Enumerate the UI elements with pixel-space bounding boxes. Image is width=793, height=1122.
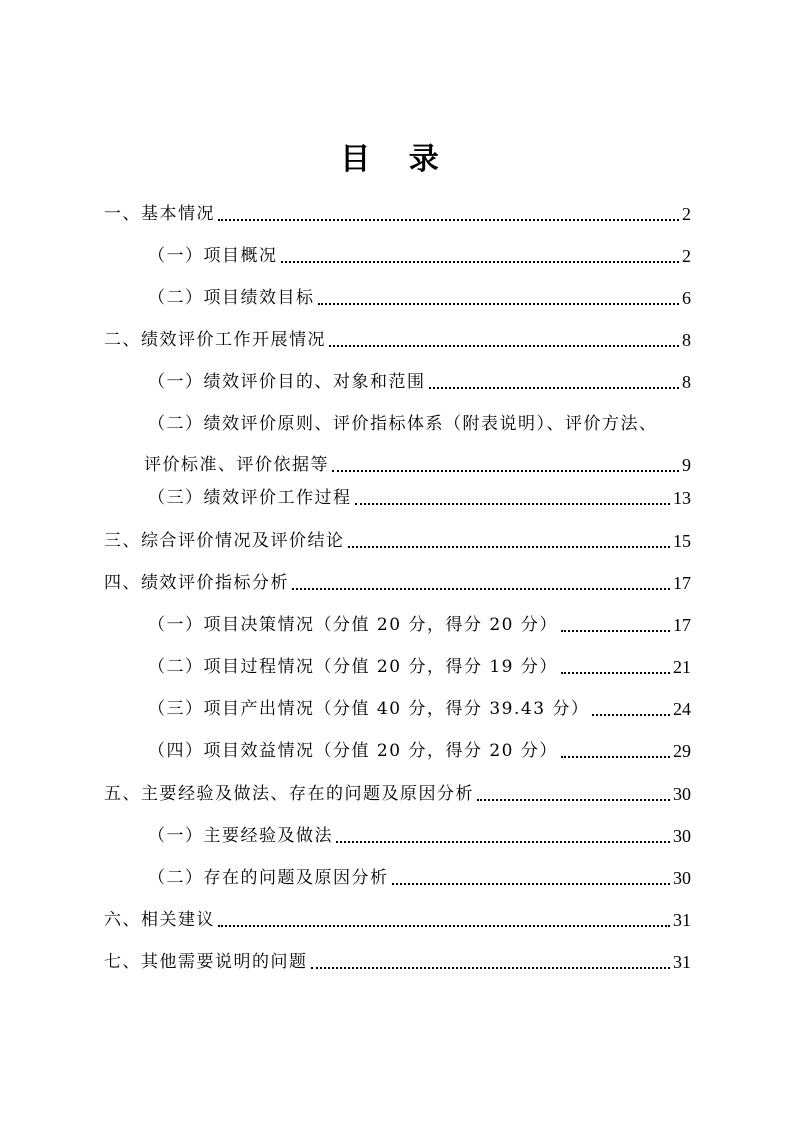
- toc-page-number: 17: [673, 573, 691, 593]
- toc-entry-label: （二）存在的问题及原因分析: [148, 868, 389, 888]
- toc-page-number: 30: [673, 784, 691, 804]
- toc-entry[interactable]: [148, 486, 691, 510]
- dot-leader: [561, 750, 670, 758]
- dot-leader: [318, 297, 680, 305]
- toc-page-number: 2: [682, 246, 691, 266]
- toc-page-number: 24: [673, 699, 691, 719]
- toc-page-number: 13: [673, 488, 691, 508]
- toc-entry-label: （二）绩效评价原则、评价指标体系（附表说明）、评价方法、: [148, 414, 658, 434]
- dot-leader: [561, 624, 670, 632]
- toc-entry-label: 四、绩效评价指标分析: [104, 573, 289, 593]
- dot-leader: [332, 464, 679, 472]
- toc-page-number: 9: [682, 455, 691, 475]
- toc-entry[interactable]: [104, 571, 691, 595]
- toc-entry[interactable]: [148, 739, 691, 763]
- toc-entry-label: （二）项目绩效目标: [148, 288, 315, 308]
- toc-entry[interactable]: [104, 782, 691, 806]
- toc-entry-label-continued: 评价标准、评价依据等: [144, 455, 329, 475]
- dot-leader: [592, 708, 670, 716]
- dot-leader: [336, 835, 670, 843]
- toc-entry[interactable]: [104, 328, 691, 352]
- toc-entry-label: （一）项目概况: [148, 246, 278, 266]
- dot-leader: [281, 255, 680, 263]
- toc-entry-label: （一）项目决策情况（分值 20 分，得分 20 分）: [148, 615, 558, 635]
- dot-leader: [355, 497, 671, 505]
- toc-entry[interactable]: [104, 908, 691, 932]
- dot-leader: [348, 540, 671, 548]
- dot-leader: [561, 666, 670, 674]
- toc-page-number: 29: [673, 741, 691, 761]
- dot-leader: [477, 793, 670, 801]
- toc-entry-label: （四）项目效益情况（分值 20 分，得分 20 分）: [148, 741, 558, 761]
- dot-leader: [218, 919, 670, 927]
- toc-entry[interactable]: [148, 370, 691, 394]
- toc-entry-label: （一）主要经验及做法: [148, 826, 333, 846]
- toc-entry[interactable]: [144, 412, 691, 477]
- toc-page-number: 2: [682, 204, 691, 224]
- toc-page-number: 8: [682, 330, 691, 350]
- dot-leader: [311, 961, 671, 969]
- page-title: 目 录: [340, 142, 453, 177]
- toc-entry-label: （三）绩效评价工作过程: [148, 488, 352, 508]
- toc-entry[interactable]: [148, 613, 691, 637]
- dot-leader: [392, 877, 671, 885]
- toc-entry[interactable]: [148, 824, 691, 848]
- toc-page-number: 17: [673, 615, 691, 635]
- toc-page-number: 31: [673, 952, 691, 972]
- dot-leader: [429, 381, 680, 389]
- toc-entry[interactable]: [148, 244, 691, 268]
- toc-page-number: 30: [673, 826, 691, 846]
- toc-entry[interactable]: [148, 655, 691, 679]
- toc-entry-label: （一）绩效评价目的、对象和范围: [148, 372, 426, 392]
- toc-page-number: 8: [682, 372, 691, 392]
- toc-entry-label: （三）项目产出情况（分值 40 分，得分 39.43 分）: [148, 699, 590, 719]
- toc-page-number: 15: [673, 531, 691, 551]
- toc-entry[interactable]: [104, 950, 691, 974]
- toc-entry[interactable]: [148, 866, 691, 890]
- toc-entry-label: 六、相关建议: [104, 910, 215, 930]
- toc-entry-label: 五、主要经验及做法、存在的问题及原因分析: [104, 784, 474, 804]
- toc-page-number: 31: [673, 910, 691, 930]
- dot-leader: [218, 213, 679, 221]
- toc-page-number: 6: [682, 288, 691, 308]
- dot-leader: [329, 339, 679, 347]
- toc-entry-label: 一、基本情况: [104, 204, 215, 224]
- toc-page-number: 30: [673, 868, 691, 888]
- toc-entry[interactable]: [148, 697, 691, 721]
- dot-leader: [292, 582, 670, 590]
- toc-entry[interactable]: [148, 286, 691, 310]
- toc-page-number: 21: [673, 657, 691, 677]
- toc-entry-label: 二、绩效评价工作开展情况: [104, 330, 326, 350]
- toc-entry[interactable]: [104, 202, 691, 226]
- toc-entry-label: 三、综合评价情况及评价结论: [104, 531, 345, 551]
- toc-entry[interactable]: [104, 529, 691, 553]
- toc-entry-label: （二）项目过程情况（分值 20 分，得分 19 分）: [148, 657, 558, 677]
- toc-entry-label: 七、其他需要说明的问题: [104, 952, 308, 972]
